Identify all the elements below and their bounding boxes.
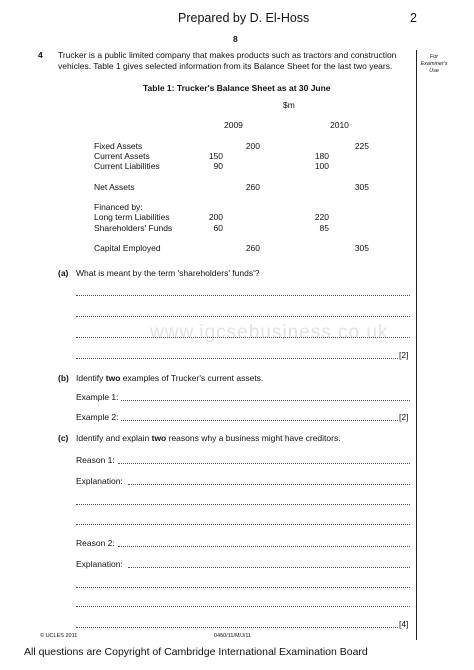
answer-line-explanation-1c[interactable] — [76, 524, 410, 525]
capital-employed-2009: 260 — [245, 243, 260, 253]
row-long-term-liabilities: Long term Liabilities — [94, 212, 170, 222]
net-assets-2009: 260 — [245, 182, 260, 192]
answer-line-reason-1[interactable] — [118, 463, 410, 464]
year-2009: 2009 — [224, 120, 243, 130]
fixed-assets-2009: 200 — [245, 141, 260, 151]
part-a-marks: [2] — [399, 350, 409, 360]
answer-line-reason-2[interactable] — [118, 546, 410, 547]
answer-line-a3[interactable] — [76, 337, 410, 338]
row-financed-by: Financed by: — [94, 202, 143, 212]
answer-line-a4[interactable] — [76, 358, 398, 359]
part-c-text-bold: two — [151, 433, 167, 443]
answer-line-a1[interactable] — [76, 295, 410, 296]
row-net-assets: Net Assets — [94, 182, 135, 192]
example-1-label: Example 1: — [76, 392, 119, 402]
fixed-assets-2010: 225 — [354, 141, 369, 151]
part-b-text-pre: Identify — [76, 373, 106, 383]
reason-2-label: Reason 2: — [76, 538, 115, 548]
net-assets-2010: 305 — [354, 182, 369, 192]
page-number: 2 — [410, 11, 417, 25]
question-number: 4 — [38, 50, 43, 60]
question-intro-2: vehicles. Table 1 gives selected information from its Balance Sheet for the last two years. — [58, 61, 393, 71]
current-liabilities-2009: 90 — [213, 161, 223, 171]
table-unit: $m — [283, 100, 295, 110]
example-2-label: Example 2: — [76, 412, 119, 422]
examiner-margin-line — [416, 50, 417, 640]
reason-1-label: Reason 1: — [76, 455, 115, 465]
copyright-notice: All questions are Copyright of Cambridge International Examination Board — [24, 646, 368, 658]
row-shareholders-funds: Shareholders' Funds — [94, 223, 173, 233]
row-current-assets: Current Assets — [94, 151, 150, 161]
prepared-by: Prepared by D. El-Hoss — [178, 11, 310, 25]
examiner-use-label: For Examiner's Use — [420, 54, 448, 74]
paper-code: 0450/11/M/J/11 — [214, 633, 252, 639]
row-capital-employed: Capital Employed — [94, 243, 161, 253]
answer-line-explanation-1b[interactable] — [76, 504, 410, 505]
shareholders-funds-2010: 85 — [319, 223, 329, 233]
part-b-label: (b) — [58, 373, 69, 383]
explanation-2-label: Explanation: — [76, 559, 123, 569]
part-b-marks: [2] — [399, 412, 409, 422]
part-c-question — [76, 433, 341, 444]
long-term-liabilities-2010: 220 — [314, 212, 329, 222]
current-assets-2010: 180 — [314, 151, 329, 161]
part-a-label: (a) — [58, 268, 69, 278]
answer-line-example-1[interactable] — [121, 400, 410, 401]
part-c-text-pre: Identify and explain — [76, 433, 152, 443]
question-intro-1: Trucker is a public limited company that makes products such as tractors and construction — [58, 50, 397, 60]
part-c-text-post: reasons why a business might have creditors. — [166, 433, 341, 443]
answer-line-example-2[interactable] — [121, 420, 398, 421]
answer-line-explanation-2d[interactable] — [76, 627, 398, 628]
answer-line-explanation-2b[interactable] — [76, 587, 410, 588]
part-b-text-post: examples of Trucker's current assets. — [120, 373, 264, 383]
part-a-question: What is meant by the term 'shareholders' funds'? — [76, 268, 260, 278]
row-fixed-assets: Fixed Assets — [94, 141, 143, 151]
watermark: www.igcsebusiness.co.uk — [150, 322, 389, 343]
part-b-text-bold: two — [105, 373, 121, 383]
part-c-label: (c) — [58, 433, 69, 443]
copyright: © UCLES 2011 — [40, 633, 78, 639]
exam-page-number: 8 — [233, 34, 238, 44]
capital-employed-2010: 305 — [354, 243, 369, 253]
answer-line-explanation-1a[interactable] — [128, 484, 410, 485]
current-assets-2009: 150 — [208, 151, 223, 161]
answer-line-a2[interactable] — [76, 316, 410, 317]
current-liabilities-2010: 100 — [314, 161, 329, 171]
long-term-liabilities-2009: 200 — [208, 212, 223, 222]
table-title: Table 1: Trucker's Balance Sheet as at 30 June — [143, 83, 331, 93]
part-b-question — [76, 373, 263, 384]
answer-line-explanation-2a[interactable] — [128, 567, 410, 568]
year-2010: 2010 — [330, 120, 349, 130]
answer-line-explanation-2c[interactable] — [76, 606, 410, 607]
part-c-marks: [4] — [399, 619, 409, 629]
explanation-1-label: Explanation: — [76, 476, 123, 486]
row-current-liabilities: Current Liabilities — [94, 161, 160, 171]
shareholders-funds-2009: 60 — [213, 223, 223, 233]
